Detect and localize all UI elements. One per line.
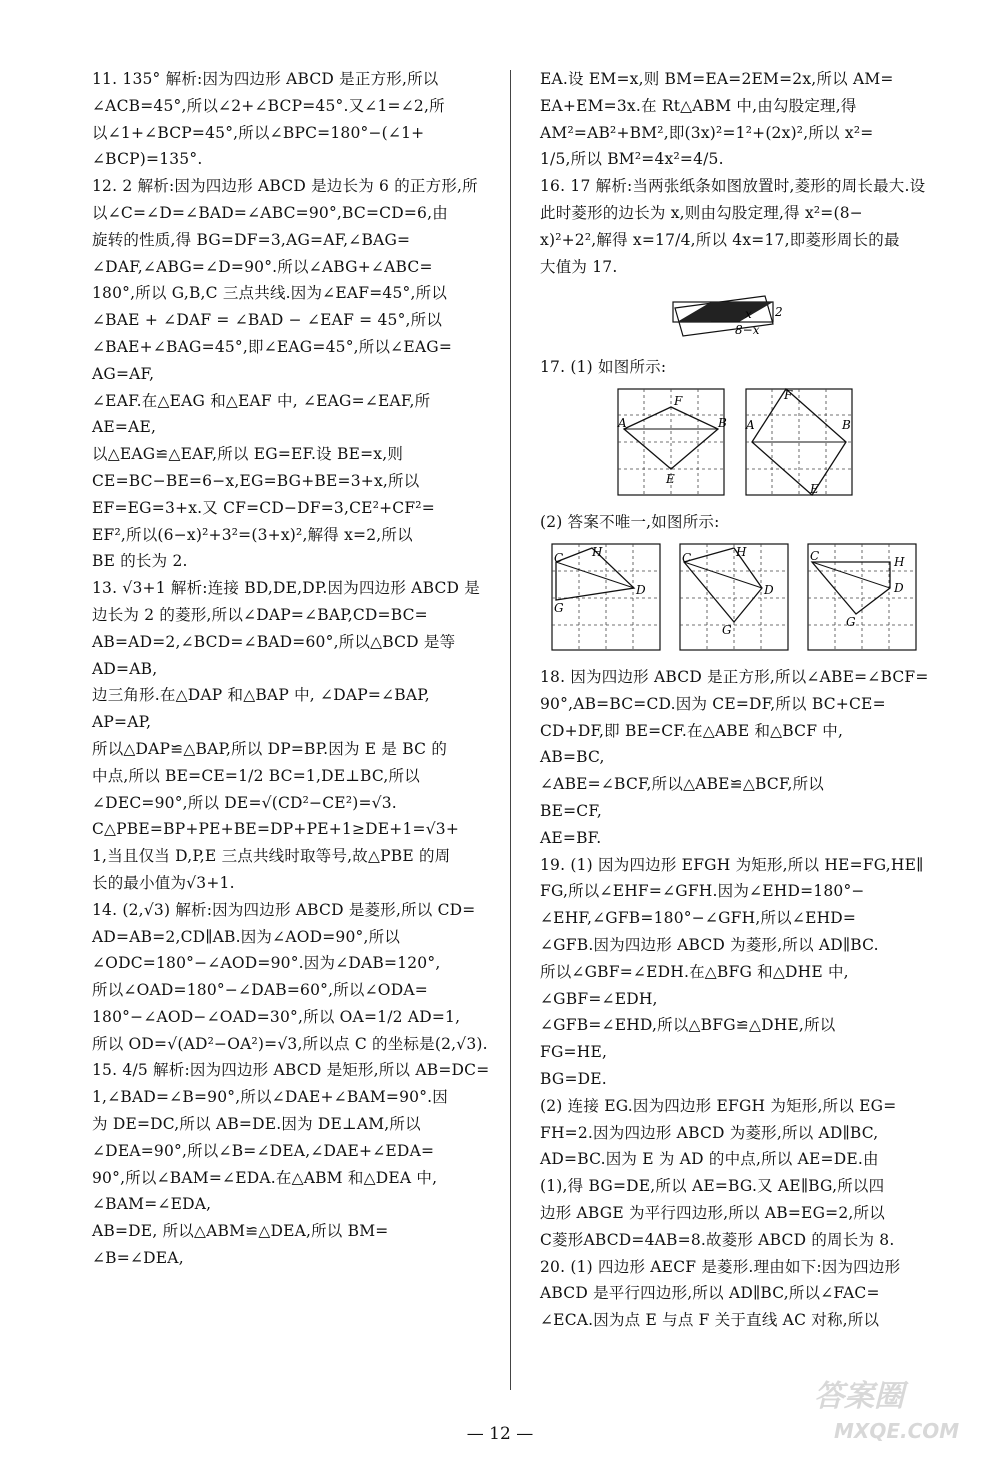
fig17d-label-d: D: [764, 582, 774, 597]
fig17b-label-b: B: [842, 418, 851, 433]
text-line: AD=AB,: [92, 659, 158, 678]
text-line: ∠BAE + ∠DAF = ∠BAD − ∠EAF = 45°,所以: [92, 311, 443, 330]
figure-17-part1: [616, 387, 930, 503]
text-line: 16. 17 解析:当两张纸条如图放置时,菱形的周长最大.设: [540, 177, 926, 196]
fig17e-label-h: H: [894, 554, 905, 569]
fig17d-label-h: H: [736, 544, 747, 559]
right-column: [540, 66, 930, 1334]
fig17c-label-h: H: [592, 544, 603, 559]
fig17e-label-c: C: [810, 548, 820, 563]
text-line: 90°,AB=BC=CD.因为 CE=DF,所以 BC+CE=: [540, 694, 886, 713]
text-line: 1,∠BAD=∠B=90°,所以∠DAE+∠BAM=90°.因: [92, 1088, 448, 1107]
text-line: CE=BC−BE=6−x,EG=BG+BE=3+x,所以: [92, 471, 420, 490]
text-line: 大值为 17.: [540, 257, 618, 276]
fig17c-label-c: C: [554, 550, 564, 565]
text-line: 13. √3+1 解析:连接 BD,DE,DP.因为四边形 ABCD 是: [92, 579, 480, 598]
text-line: 180°,所以 G,B,C 三点共线.因为∠EAF=45°,所以: [92, 284, 448, 303]
column-divider: [510, 70, 511, 1390]
text-line: AB=DE, 所以△ABM≌△DEA,所以 BM=: [92, 1222, 389, 1241]
text-line: BG=DE.: [540, 1069, 607, 1088]
text-line: ABCD 是平行四边形,所以 AD∥BC,所以∠FAC=: [540, 1284, 880, 1303]
text-line: ∠GFB.因为四边形 ABCD 为菱形,所以 AD∥BC.: [540, 935, 879, 954]
text-line: ∠ODC=180°−∠AOD=90°.因为∠DAB=120°,: [92, 954, 441, 973]
text-line: ∠DAF,∠ABG=∠D=90°.所以∠ABG+∠ABC=: [92, 257, 433, 276]
text-line: AG=AF,: [92, 364, 155, 383]
grid-4: [680, 544, 788, 650]
text-line: AP=AP,: [92, 713, 152, 732]
fig17d-label-c: C: [682, 550, 692, 565]
text-line: EF²,所以(6−x)²+3²=(3+x)²,解得 x=2,所以: [92, 525, 413, 544]
text-line: ∠DEC=90°,所以 DE=√(CD²−CE²)=√3.: [92, 793, 397, 812]
watermark-sub: MXQE.COM: [834, 1419, 960, 1443]
fig17e-label-d: D: [894, 580, 904, 595]
fig17c-label-g: G: [554, 600, 564, 615]
fig17-label-e: E: [666, 472, 675, 487]
text-line: 以△EAG≌△EAF,所以 EG=EF.设 BE=x,则: [92, 445, 404, 464]
text-line: C菱形ABCD=4AB=8.故菱形 ABCD 的周长为 8.: [540, 1230, 895, 1249]
fig16-x-label: x: [745, 307, 752, 322]
text-line: 所以∠OAD=180°−∠DAB=60°,所以∠ODA=: [92, 981, 428, 1000]
text-line: CD+DF,即 BE=CF.在△ABE 和△BCF 中,: [540, 721, 844, 740]
text-line: x)²+2²,解得 x=17/4,所以 4x=17,即菱形周长的最: [540, 230, 900, 249]
text-line: AD=AB=2,CD∥AB.因为∠AOD=90°,所以: [92, 927, 401, 946]
fig17-label-b: B: [718, 416, 727, 431]
fig16-bottom-label: 8−x: [735, 323, 760, 338]
fig17c-label-d: D: [636, 582, 646, 597]
grid-1: [617, 389, 727, 495]
figure-17-part2: [550, 542, 930, 658]
text-line: ∠B=∠DEA,: [92, 1249, 184, 1268]
text-line: 1/5,所以 BM²=4x²=4/5.: [540, 150, 724, 169]
text-line: 15. 4/5 解析:因为四边形 ABCD 是矩形,所以 AB=DC=: [92, 1061, 490, 1080]
text-line: 90°,所以∠BAM=∠EDA.在△ABM 和△DEA 中,: [92, 1168, 438, 1187]
grid-5: [808, 544, 916, 650]
text-line: BE 的长为 2.: [92, 552, 188, 571]
text-line: 边形 ABGE 为平行四边形,所以 AB=EG=2,所以: [540, 1203, 885, 1222]
q17-part1: 17. (1) 如图所示:: [540, 358, 667, 377]
text-line: AE=AE,: [92, 418, 157, 437]
text-line: ∠ECA.因为点 E 与点 F 关于直线 AC 对称,所以: [540, 1311, 880, 1330]
text-line: AB=BC,: [540, 748, 605, 767]
text-line: 180°−∠AOD−∠OAD=30°,所以 OA=1/2 AD=1,: [92, 1007, 461, 1026]
q17-part2: (2) 答案不唯一,如图所示:: [540, 513, 720, 532]
text-line: 旋转的性质,得 BG=DF=3,AG=AF,∠BAG=: [92, 230, 411, 249]
text-line: FG,所以∠EHF=∠GFH.因为∠EHD=180°−: [540, 882, 865, 901]
fig16-side-label: 2: [775, 305, 783, 320]
text-line: 20. (1) 四边形 AECF 是菱形.理由如下:因为四边形: [540, 1257, 901, 1276]
fig17b-label-a: A: [746, 418, 755, 433]
text-line: 边长为 2 的菱形,所以∠DAP=∠BAP,CD=BC=: [92, 605, 428, 624]
watermark-main: 答案圈: [814, 1379, 904, 1414]
text-line: AB=AD=2,∠BCD=∠BAD=60°,所以△BCD 是等: [92, 632, 456, 651]
text-line: 14. (2,√3) 解析:因为四边形 ABCD 是菱形,所以 CD=: [92, 900, 476, 919]
text-line: AM²=AB²+BM²,即(3x)²=1²+(2x)²,所以 x²=: [540, 123, 874, 142]
text-line: AE=BF.: [540, 828, 602, 847]
grid-2: [745, 388, 852, 496]
text-line: ∠EHF,∠GFB=180°−∠GFH,所以∠EHD=: [540, 909, 857, 928]
text-line: C△PBE=BP+PE+BE=DP+PE+1≥DE+1=√3+: [92, 820, 460, 839]
text-line: EA.设 EM=x,则 BM=EA=2EM=2x,所以 AM=: [540, 70, 894, 88]
text-line: 18. 因为四边形 ABCD 是正方形,所以∠ABE=∠BCF=: [540, 667, 929, 686]
text-line: BE=CF,: [540, 801, 603, 820]
text-line: (1),得 BG=DE,所以 AE=BG.又 AE∥BG,所以四: [540, 1177, 885, 1196]
text-line: 边三角形.在△DAP 和△BAP 中, ∠DAP=∠BAP,: [92, 686, 430, 705]
text-line: ∠GFB=∠EHD,所以△BFG≌△DHE,所以: [540, 1016, 836, 1035]
text-line: 1,当且仅当 D,P,E 三点共线时取等号,故△PBE 的周: [92, 847, 451, 866]
text-line: (2) 连接 EG.因为四边形 EFGH 为矩形,所以 EG=: [540, 1096, 897, 1115]
text-line: FG=HE,: [540, 1043, 608, 1062]
text-line: 12. 2 解析:因为四边形 ABCD 是边长为 6 的正方形,所: [92, 177, 478, 196]
figure-16: [665, 286, 930, 348]
text-line: ∠DEA=90°,所以∠B=∠DEA,∠DAE+∠EDA=: [92, 1141, 435, 1160]
text-line: ∠BAM=∠EDA,: [92, 1195, 212, 1214]
fig17-label-f: F: [674, 394, 683, 409]
grid-3: [552, 544, 660, 650]
text-line: 11. 135° 解析:因为四边形 ABCD 是正方形,所以: [92, 70, 439, 88]
text-line: 以∠1+∠BCP=45°,所以∠BPC=180°−(∠1+: [92, 123, 425, 142]
watermark-logo: [794, 1368, 984, 1448]
text-line: EA+EM=3x.在 Rt△ABM 中,由勾股定理,得: [540, 96, 857, 115]
text-line: 19. (1) 因为四边形 EFGH 为矩形,所以 HE=FG,HE∥: [540, 855, 924, 874]
text-line: ∠ACB=45°,所以∠2+∠BCP=45°.又∠1=∠2,所: [92, 96, 445, 115]
text-line: 以∠C=∠D=∠BAD=∠ABC=90°,BC=CD=6,由: [92, 203, 448, 222]
fig17b-label-e: E: [810, 482, 819, 497]
fig17-label-a: A: [618, 416, 627, 431]
text-line: 所以△DAP≌△BAP,所以 DP=BP.因为 E 是 BC 的: [92, 739, 448, 758]
text-line: EF=EG=3+x.又 CF=CD−DF=3,CE²+CF²=: [92, 498, 435, 517]
text-line: AD=BC.因为 E 为 AD 的中点,所以 AE=DE.由: [540, 1150, 879, 1169]
text-line: 中点,所以 BE=CE=1/2 BC=1,DE⊥BC,所以: [92, 766, 420, 785]
page-number: — 12 —: [466, 1424, 534, 1444]
text-line: ∠ABE=∠BCF,所以△ABE≌△BCF,所以: [540, 775, 824, 794]
fig17d-label-g: G: [722, 622, 732, 637]
text-line: ∠BCP)=135°.: [92, 150, 203, 169]
text-line: 为 DE=DC,所以 AB=DE.因为 DE⊥AM,所以: [92, 1115, 421, 1134]
text-line: ∠GBF=∠EDH,: [540, 989, 658, 1008]
text-line: 所以 OD=√(AD²−OA²)=√3,所以点 C 的坐标是(2,√3).: [92, 1034, 488, 1053]
fig17b-label-f: F: [784, 388, 793, 403]
text-line: 此时菱形的边长为 x,则由勾股定理,得 x²=(8−: [540, 203, 863, 222]
text-line: ∠BAE+∠BAG=45°,即∠EAG=45°,所以∠EAG=: [92, 337, 453, 356]
text-line: ∠EAF.在△EAG 和△EAF 中, ∠EAG=∠EAF,所: [92, 391, 431, 410]
left-column: [92, 66, 490, 1272]
text-line: FH=2.因为四边形 ABCD 为菱形,所以 AD∥BC,: [540, 1123, 879, 1142]
fig17e-label-g: G: [846, 614, 856, 629]
text-line: 所以∠GBF=∠EDH.在△BFG 和△DHE 中,: [540, 962, 849, 981]
text-line: 长的最小值为√3+1.: [92, 873, 235, 892]
